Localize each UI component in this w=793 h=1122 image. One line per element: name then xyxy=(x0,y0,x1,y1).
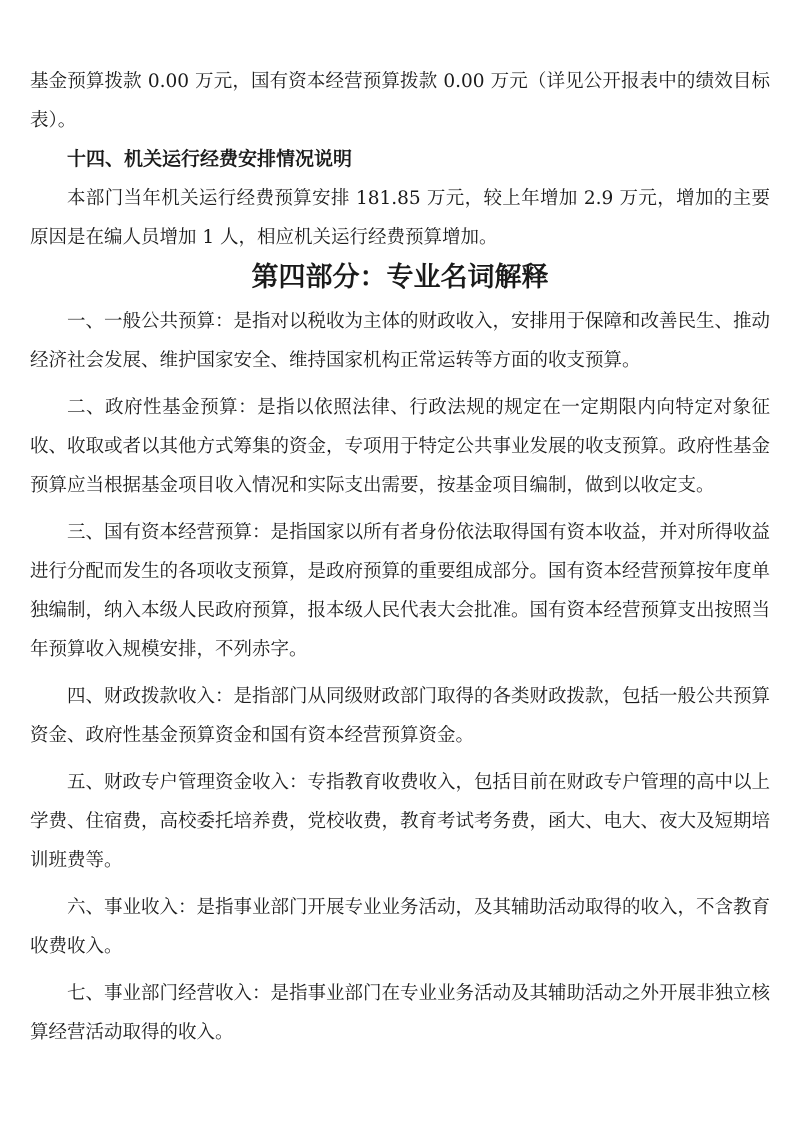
definition-special-account-income: 五、财政专户管理资金收入：专指教育收费收入，包括目前在财政专户管理的高中以上学费、住宿费，高校委托培养费，党校收费，教育考试考务费，函大、电大、夜大及短期培训班费等。 xyxy=(30,772,771,871)
continuation-paragraph: 基金预算拨款 0.00 万元，国有资本经营预算拨款 0.00 万元（详见公开报表中的绩效目标表）。 xyxy=(30,71,770,131)
definition-government-fund-budget: 二、政府性基金预算：是指以依照法律、行政法规的规定在一定期限内向特定对象征收、收取或者以其他方式筹集的资金，专项用于特定公共事业发展的收支预算。政府性基金预算应当根据基金项目收入情况和实际支出需要，按基金项目编制，做到以收定支。 xyxy=(30,397,771,496)
definition-business-income: 六、事业收入：是指事业部门开展专业业务活动，及其辅助活动取得的收入，不含教育收费收入。 xyxy=(30,897,771,957)
definition-fiscal-appropriation-income: 四、财政拨款收入：是指部门从同级财政部门取得的各类财政拨款，包括一般公共预算资金、政府性基金预算资金和国有资本经营预算资金。 xyxy=(30,686,771,746)
definition-state-capital-budget: 三、国有资本经营预算：是指国家以所有者身份依法取得国有资本收益，并对所得收益进行分配而发生的各项收支预算，是政府预算的重要组成部分。国有资本经营预算按年度单独编制，纳入本级人民政府预算，报本级人民代表大会批准。国有资本经营预算支出按照当年预算收入规模安排，不列赤字。 xyxy=(30,522,771,660)
definition-operating-income: 七、事业部门经营收入：是指事业部门在专业业务活动及其辅助活动之外开展非独立核算经营活动取得的收入。 xyxy=(30,983,771,1043)
section-14-heading: 十四、机关运行经费安排情况说明 xyxy=(67,148,353,170)
part-four-title: 第四部分：专业名词解释 xyxy=(251,262,549,293)
definition-general-public-budget: 一、一般公共预算：是指对以税收为主体的财政收入，安排用于保障和改善民生、推动经济社会发展、维护国家安全、维持国家机构正常运转等方面的收支预算。 xyxy=(30,311,771,371)
section-14-body: 本部门当年机关运行经费预算安排 181.85 万元，较上年增加 2.9 万元，增加的主要原因是在编人员增加 1 人，相应机关运行经费预算增加。 xyxy=(30,188,770,248)
page-content xyxy=(30,62,770,1052)
